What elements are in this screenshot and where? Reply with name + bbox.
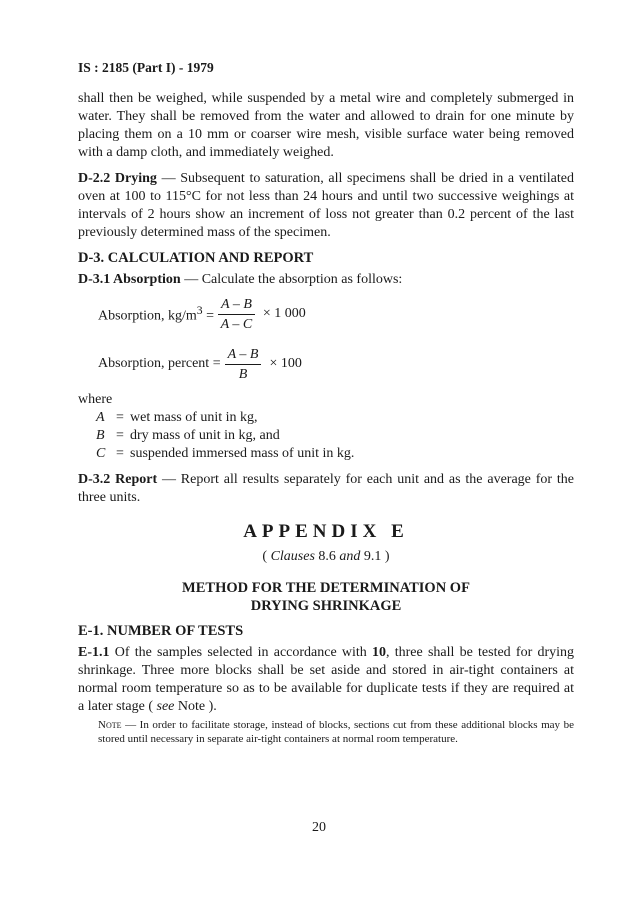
appendix-title-line-1: METHOD FOR THE DETERMINATION OF xyxy=(182,580,470,596)
clause-d-3-2-text: — Report all results separately for each unit and as the average for the three units. xyxy=(78,472,574,505)
def-symbol: B xyxy=(96,428,105,443)
def-equals: = xyxy=(116,428,124,443)
clause-d-3-1-label: D-3.1 Absorption xyxy=(78,272,181,287)
symbol-definitions xyxy=(96,409,574,463)
clause-e-1-1-label: E-1.1 xyxy=(78,645,110,660)
def-equals: = xyxy=(116,410,124,425)
def-text: dry mass of unit in kg, and xyxy=(130,428,280,443)
where-label: where xyxy=(78,392,113,407)
eq1-denominator: A – C xyxy=(220,316,253,332)
equation-absorption-kg xyxy=(98,291,574,337)
def-text: wet mass of unit in kg, xyxy=(130,410,258,425)
standard-header: IS : 2185 (Part I) - 1979 xyxy=(78,60,214,75)
section-d-3-heading: D-3. CALCULATION AND REPORT xyxy=(78,250,314,266)
equation-absorption-percent xyxy=(98,341,574,387)
clause-e-1-1-ref: 10 xyxy=(372,645,387,660)
eq1-superscript: 3 xyxy=(196,303,203,317)
def-symbol: A xyxy=(96,410,105,425)
note xyxy=(98,718,574,746)
clause-d-3-2 xyxy=(78,471,574,507)
note-label: Note xyxy=(98,719,122,731)
eq1-lhs xyxy=(98,304,214,325)
def-text: suspended immersed mass of unit in kg. xyxy=(130,446,355,461)
clause-d-2-2-text: — Subsequent to saturation, all specimens shall be dried in a ventilated oven at 100 to 115°C for not less than 24 hours and until two successive weighings at intervals of 2 hours show an increment of loss not greater than 0.2 percent of the last previously determined mass of the specimen. xyxy=(78,171,574,240)
clauses-and: and xyxy=(339,549,361,564)
clause-d-3-2-label: D-3.2 Report xyxy=(78,472,158,487)
clause-d-3-1 xyxy=(78,271,574,289)
document-page xyxy=(78,60,574,746)
appendix-heading: APPENDIX E xyxy=(243,521,409,542)
clause-d-2-2-label: D-2.2 Drying xyxy=(78,171,157,186)
appendix-title xyxy=(78,579,574,615)
clauses-ref-2: 9.1 ) xyxy=(360,549,390,564)
clause-d-3-1-text: — Calculate the absorption as follows: xyxy=(180,272,403,287)
clause-d-2-2 xyxy=(78,170,574,242)
def-equals: = xyxy=(116,446,124,461)
clauses-ref-1: 8.6 xyxy=(314,549,340,564)
eq1-equals: = xyxy=(202,308,215,324)
def-symbol: C xyxy=(96,446,106,461)
eq1-numerator: A – B xyxy=(218,296,255,315)
definition-row xyxy=(96,427,574,445)
appendix-title-line-2: DRYING SHRINKAGE xyxy=(250,598,402,614)
clauses-open: ( xyxy=(262,549,271,564)
continued-paragraph: shall then be weighed, while suspended by a metal wire and completely submerged in water. They shall be removed from the water and allowed to drain for one minute by placing them on a 10 mm or coarser wire mesh, visible surface water being removed with a damp cloth, and immediately weighed. xyxy=(78,91,574,160)
eq1-fraction xyxy=(218,296,255,333)
eq2-rhs: × 100 xyxy=(269,356,302,371)
eq2-numerator: A – B xyxy=(225,346,262,365)
definition-row xyxy=(96,445,574,463)
clause-e-1-1 xyxy=(78,644,574,716)
clause-e-1-1-text-c: Note ). xyxy=(174,699,217,714)
eq1-lhs-text: Absorption, kg/m xyxy=(98,308,197,324)
eq2-denominator: B xyxy=(238,366,248,382)
page-number: 20 xyxy=(312,820,326,835)
clauses-word: Clauses xyxy=(270,549,315,564)
clause-e-1-1-see: see xyxy=(156,699,175,714)
definition-row xyxy=(96,409,574,427)
appendix-clauses xyxy=(78,549,574,565)
clause-e-1-1-text-a: Of the samples selected in accordance with xyxy=(109,645,373,660)
eq1-rhs: × 1 000 xyxy=(262,306,306,321)
clause-e-1-1-text-b: , three shall be tested for drying shrinkage. Three more blocks shall be set aside and stored in air-tight containers at normal room temperature so as to be available for duplicate tests if they are required at a later stage ( xyxy=(78,645,574,714)
eq2-fraction xyxy=(225,346,262,383)
eq2-lhs: Absorption, percent = xyxy=(98,356,221,371)
note-text: — In order to facilitate storage, instead of blocks, sections cut from these additional blocks may be stored until necessary in separate air-tight containers at normal room temperature. xyxy=(98,719,574,745)
section-e-1-heading: E-1. NUMBER OF TESTS xyxy=(78,623,244,639)
